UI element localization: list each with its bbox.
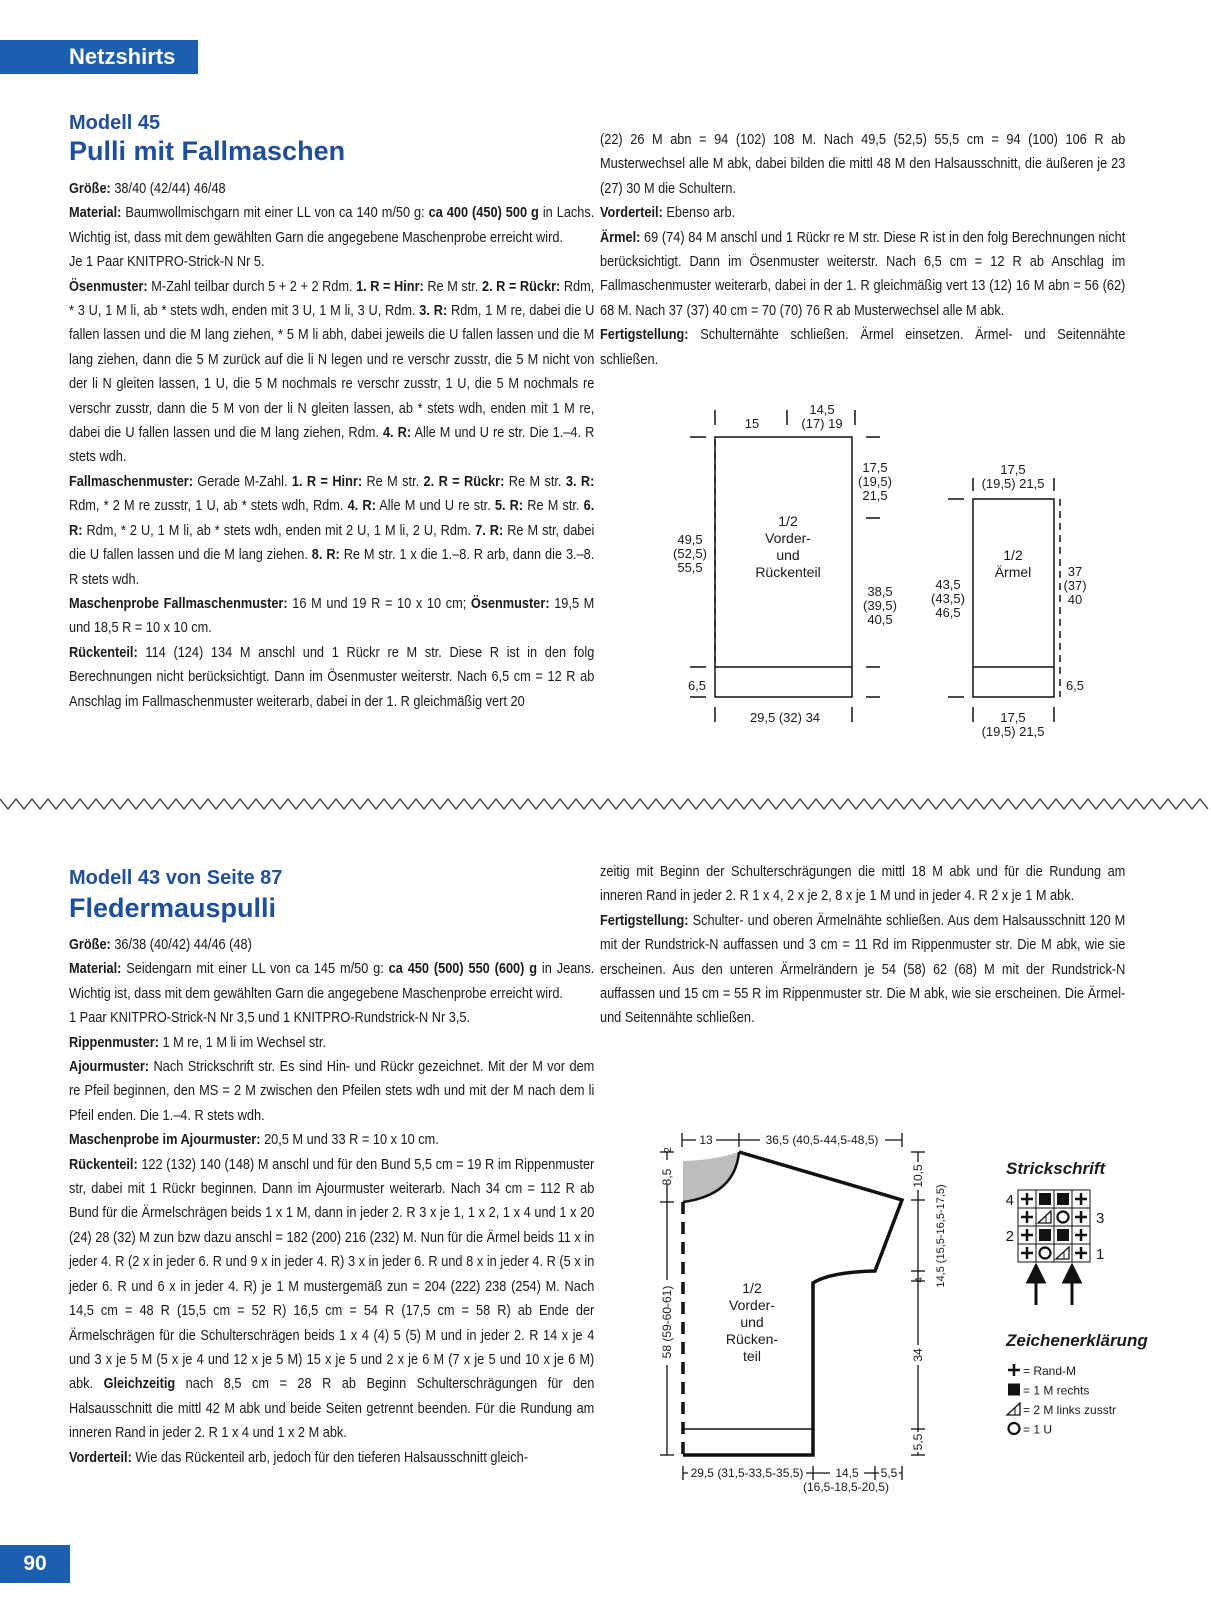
text-run: (22) 26 M abn = 94 (102) 108 M. Nach 49,5 (52,5) 55,5 cm = 94 (100) 106 R ab Musterwechsel alle M abk, dabei bilden die mittl 48 M den Halsausschnitt, die äußeren je 23 (27) 30 M die Schultern. xyxy=(600,131,1126,197)
schematic-model-45 xyxy=(640,390,1160,740)
text-run: nach 8,5 cm = 28 R ab Beginn Schulterschrägungen für den Halsausschnitt die mittl 42 M abk und beide Seiten getrennt beenden. Für die Rundung am inneren Rand in jeder 2. R 1 x 4 und 1 x 2 M abk. xyxy=(69,1375,595,1442)
dim-label: 2 xyxy=(663,1147,674,1153)
text-run: 38/40 (42/44) 46/48 xyxy=(110,180,226,197)
bold-label: 2. R = Rückr: xyxy=(481,277,561,295)
dim-label: 5,5 xyxy=(911,1433,925,1451)
bold-label: 2. R = Rückr: xyxy=(423,472,505,490)
arrow-up-icon xyxy=(1064,1266,1080,1282)
dim-label: 4 xyxy=(914,1277,925,1283)
square-icon xyxy=(1057,1193,1069,1205)
text-run: in Jeans. Wichtig ist, dass mit dem gewählten Garn die angegebene Maschenprobe erreicht wird. xyxy=(69,960,595,1002)
square-icon xyxy=(1057,1229,1069,1241)
piece-label: und xyxy=(740,1314,764,1330)
dim-label: 29,5 (32) 34 xyxy=(749,710,821,725)
paragraph xyxy=(69,1153,594,1446)
text-run: in Lachs. Wichtig ist, dass mit dem gewählten Garn die angegebene Maschenprobe erreicht wird. xyxy=(69,204,595,246)
paragraph xyxy=(600,128,1125,201)
bold-label: Größe: xyxy=(69,180,111,197)
bold-label: ca 450 (500) 550 (600) g xyxy=(388,960,538,978)
bold-label: ca 400 (450) 500 g xyxy=(428,204,539,222)
triangle-icon xyxy=(1007,1403,1020,1415)
text-run: Nach Strickschrift str. Es sind Hin- und Rückr gezeichnet. Mit der M vor dem re Pfeil beginnen, den MS = 2 M zwischen den Pfeilen stets wdh und mit der M nach dem li Pfeil enden. Die 1.–4. R stets wdh. xyxy=(69,1058,595,1124)
circle-icon xyxy=(1040,1248,1051,1259)
dim-label: 34 xyxy=(911,1348,925,1362)
page-number: 90 xyxy=(0,1545,70,1583)
stitch-chart xyxy=(990,1150,1170,1440)
text-run: 19,5 M und 18,5 R = 10 x 10 cm. xyxy=(69,594,595,637)
section-header: Netzshirts xyxy=(0,40,198,74)
triangle-icon xyxy=(1056,1247,1069,1259)
text-run: 36/38 (40/42) 44/46 (48) xyxy=(110,936,252,953)
plus-icon xyxy=(1021,1247,1033,1259)
bold-label: Maschenprobe Fallmaschenmuster: xyxy=(69,594,288,612)
legend-text: = 1 U xyxy=(1023,1422,1053,1437)
pattern-title: Pulli mit Fallmaschen xyxy=(69,136,346,166)
bold-label: 3. R: xyxy=(419,302,448,320)
bold-label: Fertigstellung: xyxy=(600,326,689,344)
dim-label: 14,5 xyxy=(835,1466,859,1480)
dim-label: (39,5) xyxy=(863,598,897,613)
triangle-icon xyxy=(1038,1211,1051,1223)
bold-label: Ärmel: xyxy=(600,228,641,246)
dim-label: 55,5 xyxy=(677,560,703,575)
paragraph xyxy=(69,1055,594,1128)
dim-label: 13 xyxy=(699,1133,713,1147)
text-run: M-Zahl teilbar durch 5 + 2 + 2 Rdm. xyxy=(147,277,357,295)
model-number: Modell 43 von Seite 87 xyxy=(69,867,283,889)
paragraph xyxy=(600,909,1125,1031)
plus-icon xyxy=(1075,1247,1087,1259)
text-column xyxy=(600,860,1125,1031)
piece-label: Vorder- xyxy=(729,1297,775,1313)
paragraph xyxy=(69,201,594,250)
bold-label: Rippenmuster: xyxy=(69,1033,159,1051)
bold-label: 3. R: xyxy=(565,472,595,490)
legend-text: = 1 M rechts xyxy=(1023,1383,1090,1398)
piece-label: 1/2 xyxy=(742,1280,762,1296)
dim-label: (17) 19 xyxy=(801,416,843,431)
bold-label: Gleichzeitig xyxy=(103,1375,176,1393)
dim-label: 14,5 xyxy=(809,402,835,417)
paragraph xyxy=(600,323,1125,372)
piece-label: 1/2 xyxy=(1003,547,1023,563)
legend-text: = Rand-M xyxy=(1023,1364,1077,1378)
text-column xyxy=(600,128,1125,372)
text-run: Re M str. xyxy=(523,497,584,515)
dim-label: 14,5 (15,5-16,5-17,5) xyxy=(935,1184,947,1288)
text-run: 16 M und 19 R = 10 x 10 cm; xyxy=(287,594,471,612)
paragraph xyxy=(69,957,594,1006)
row-number: 3 xyxy=(1096,1210,1105,1227)
text-run: 20,5 M und 33 R = 10 x 10 cm. xyxy=(260,1131,439,1149)
bold-label: 4. R: xyxy=(347,497,376,515)
text-run: Schulternähte schließen. Ärmel einsetzen. Ärmel- und Seitennähte schließen. xyxy=(600,326,1126,368)
bold-label: 1. R = Hinr: xyxy=(291,472,363,490)
paragraph xyxy=(69,933,594,957)
text-run: Alle M und U re str. Die 1.–4. R stets wdh. xyxy=(69,424,595,466)
plus-icon xyxy=(1075,1211,1087,1223)
paragraph xyxy=(600,860,1125,909)
bold-label: Material: xyxy=(69,204,122,222)
bold-label: Ösenmuster: xyxy=(470,594,550,612)
text-run: Seidengarn mit einer LL von ca 145 m/50 g: xyxy=(121,960,389,978)
circle-icon xyxy=(1009,1423,1020,1434)
plus-icon xyxy=(1008,1364,1020,1376)
bold-label: Fertigstellung: xyxy=(600,911,689,929)
dim-label: 49,5 xyxy=(677,532,703,547)
dim-label: 58 (59-60-61) xyxy=(660,1285,674,1359)
dim-label: 6,5 xyxy=(1065,678,1085,693)
bold-label: 7. R: xyxy=(475,521,504,539)
dim-label: (19,5) 21,5 xyxy=(981,476,1045,491)
dim-label: (16,5-18,5-20,5) xyxy=(802,1480,890,1494)
dim-label: 10,5 xyxy=(911,1164,925,1188)
text-run: Gerade M-Zahl. xyxy=(193,472,292,490)
pattern-title: Fledermauspulli xyxy=(69,893,277,923)
bold-label: 6. R: xyxy=(69,497,595,539)
text-run: Baumwollmischgarn mit einer LL von ca 140 m/50 g: xyxy=(121,204,429,222)
piece-label: Ärmel xyxy=(994,564,1032,580)
dim-label: (52,5) xyxy=(673,546,707,561)
dim-label: 6,5 xyxy=(687,678,707,693)
piece-label: und xyxy=(776,547,800,563)
paragraph xyxy=(69,641,594,714)
dim-label: 46,5 xyxy=(935,605,961,620)
dim-label: 8,5 xyxy=(660,1168,674,1186)
text-run: Rdm, * 2 M re zusstr, 1 U, ab * stets wdh, Rdm. xyxy=(69,497,348,515)
text-run: Re M str, dabei die U fallen lassen und die M lang ziehen. xyxy=(69,521,595,564)
dim-label: 43,5 xyxy=(935,577,961,592)
text-run: Re M str. xyxy=(504,472,566,490)
text-run: Wie das Rückenteil arb, jedoch für den tieferen Halsausschnitt gleich- xyxy=(131,1448,528,1466)
plus-icon xyxy=(1075,1229,1087,1241)
plus-icon xyxy=(1021,1229,1033,1241)
bold-label: Rückenteil: xyxy=(69,643,138,661)
paragraph xyxy=(69,250,594,274)
paragraph xyxy=(69,1446,594,1470)
dim-label: 29,5 (31,5-33,5-35,5) xyxy=(690,1466,804,1480)
paragraph xyxy=(69,470,594,592)
dim-label: 21,5 xyxy=(862,488,888,503)
bold-label: Ösenmuster: xyxy=(69,277,148,295)
bold-label: Ajourmuster: xyxy=(69,1058,150,1076)
legend-title: Zeichenerklärung xyxy=(1006,1331,1148,1350)
dim-label: 15 xyxy=(744,416,760,431)
bold-label: 1. R = Hinr: xyxy=(356,277,424,295)
dim-label: 36,5 (40,5-44,5-48,5) xyxy=(765,1133,879,1147)
row-number: 2 xyxy=(1005,1228,1014,1245)
bold-label: 5. R: xyxy=(494,497,524,515)
paragraph xyxy=(69,1031,594,1055)
text-run: Je 1 Paar KNITPRO-Strick-N Nr 5. xyxy=(69,253,265,271)
piece-label: Vorder- xyxy=(765,530,811,546)
text-run: 69 (74) 84 M anschl und 1 Rückr re M str. Diese R ist in den folg Berechnungen nicht berücksichtigt. Dann im Ösenmuster weiterstr. Nach 6,5 cm = 12 R ab Anschlag im Fallmaschenmuster weiterarb, dabei in der 1. R gleichmäßig vert 13 (12) 16 M abn = 56 (62) 68 M. Nach 37 (37) 40 cm = 70 (70) 76 R ab Musterwechsel alle M abk. xyxy=(600,228,1126,319)
text-run: Ebenso arb. xyxy=(662,204,736,222)
dim-label: 17,5 xyxy=(862,460,888,475)
paragraph xyxy=(69,592,594,641)
plus-icon xyxy=(1075,1193,1087,1205)
paragraph xyxy=(69,177,594,201)
square-icon xyxy=(1008,1384,1020,1396)
text-run: Rdm, * 3 U, 1 M li, ab * stets wdh, enden mit 3 U, 1 M li, 3 U, Rdm. xyxy=(69,277,595,320)
text-run: 1 Paar KNITPRO-Strick-N Nr 3,5 und 1 KNITPRO-Rundstrick-N Nr 3,5. xyxy=(69,1009,471,1027)
text-run: 1 M re, 1 M li im Wechsel str. xyxy=(158,1033,326,1051)
text-run: Re M str. 1 x die 1.–8. R arb, dann die 3.–8. R stets wdh. xyxy=(69,546,595,588)
bold-label: Rückenteil: xyxy=(69,1155,138,1173)
row-number: 1 xyxy=(1096,1246,1105,1263)
text-run: 114 (124) 134 M anschl und 1 Rückr re M str. Diese R ist in den folg Berechnungen nicht berücksichtigt. Dann im Ösenmuster weiterstr. Nach 6,5 cm = 12 R ab Anschlag im Fallmaschenmuster weiterarb, dabei in der 1. R gleichmäßig vert 20 xyxy=(69,643,595,710)
text-run: Rdm, 1 M re, dabei die U fallen lassen und die M lang ziehen, * 5 M li abh, dabei jeweils die U fallen lassen und die M lang ziehen, dann die 5 M zurück auf die li N legen und re verschr zusstr, die 5 M nicht von der li N gleiten lassen, 1 U, die 5 M nochmals re verschr zusstr, 1 U, die 5 M nochmals re verschr zusstr, dann die 5 M von der li N gleiten lassen, ab * stets wdh, enden mit 1 M re, dabei die U fallen lassen und die M lang ziehen, Rdm. xyxy=(69,302,595,442)
zigzag-divider xyxy=(0,795,1211,815)
bold-label: Vorderteil: xyxy=(69,1448,132,1466)
piece-label: Rücken- xyxy=(725,1331,779,1347)
chart-title: Strickschrift xyxy=(1006,1159,1106,1178)
square-icon xyxy=(1039,1193,1051,1205)
schematic-model-43 xyxy=(640,1120,960,1500)
arrow-up-icon xyxy=(1028,1266,1044,1282)
dim-label: 17,5 xyxy=(1000,710,1026,725)
dim-label: 5,5 xyxy=(880,1466,898,1480)
body-outline xyxy=(683,1152,902,1455)
plus-icon xyxy=(1021,1193,1033,1205)
bold-label: Material: xyxy=(69,960,122,978)
dim-label: (19,5) 21,5 xyxy=(981,724,1045,739)
text-column xyxy=(69,933,594,1470)
text-run: zeitig mit Beginn der Schulterschrägungen die mittl 18 M abk und für die Rundung am inneren Rand in jeder 2. R 1 x 4, 2 x je 2, 8 x je 1 M und in jeder 4. R 2 x je 1 M abk. xyxy=(600,863,1126,905)
plus-icon xyxy=(1021,1211,1033,1223)
paragraph xyxy=(69,1128,594,1152)
paragraph xyxy=(69,275,594,470)
piece-label: Rückenteil xyxy=(755,564,821,580)
bold-label: Vorderteil: xyxy=(600,204,663,222)
circle-icon xyxy=(1058,1212,1069,1223)
bold-label: Größe: xyxy=(69,936,111,953)
text-run: Alle M und U re str. xyxy=(375,497,495,515)
dim-label: (37) xyxy=(1063,578,1087,593)
dim-label: 17,5 xyxy=(1000,462,1026,477)
row-number: 4 xyxy=(1005,1192,1014,1209)
dim-label: (19,5) xyxy=(858,474,892,489)
paragraph xyxy=(600,226,1125,324)
text-run: 122 (132) 140 (148) M anschl und für den Bund 5,5 cm = 19 R im Rippenmuster str, dabei mit 1 Rückr beginnen. Dann im Ajourmuster weiterarb. Nach 34 cm = 112 R ab Bund für die Ärmelschrägen beids 1 x 1 M, dann in jeder 2. R 3 x je 1, 1 x 2, 1 x 4 und 1 x 20 (24) 28 (32) M zun bzw dazu anschl = 182 (200) 216 (232) M. Nun für die Ärmel beids 11 x in jeder 4. R (2 x in jeder 6. R und 9 x in jeder 4. R) 3 x in jeder 6. R und 8 x in jeder 4. R (5 x in jeder 6. R und 6 x in jeder 4. R) je 1 M mustergemäß zun = 204 (222) 238 (254) M. Nach 14,5 cm = 48 R (15,5 cm = 52 R) 16,5 cm = 54 R (17,5 cm = 58 R) ab Ende der Ärmelschrägen für die Schulterschrägen beids 1 x 4 (4) 5 (5) M und in jeder 2. R 14 x je 4 und 3 x je 5 M (5 x je 4 und 12 x je 5 M) 15 x je 5 und 2 x je 6 M (7 x je 5 und 10 x je 6 M) abk. xyxy=(69,1155,595,1393)
text-column xyxy=(69,177,594,714)
dim-label: 38,5 xyxy=(867,584,893,599)
text-run: Re M str. xyxy=(423,277,482,295)
text-run: Schulter- und oberen Ärmelnähte schließen. Aus dem Halsausschnitt 120 M mit der Rundstrick-N auffassen und 3 cm = 11 Rd im Rippenmuster str. Die M abk, wie sie erscheinen. Aus den unteren Ärmelrändern je 54 (58) 62 (68) M mit der Rundstrick-N auffassen und 15 cm = 55 R im Rippenmuster str. Die M abk, wie sie erscheinen. Die Ärmel- und Seitennähte schließen. xyxy=(600,911,1126,1027)
piece-label: teil xyxy=(743,1348,761,1364)
model-number: Modell 45 xyxy=(69,112,161,134)
paragraph xyxy=(69,1006,594,1030)
bold-label: 4. R: xyxy=(382,424,412,442)
text-run: Rdm, * 2 U, 1 M li, ab * stets wdh, enden mit 2 U, 1 M li, 2 U, Rdm. xyxy=(82,521,476,539)
dim-label: 40 xyxy=(1067,592,1083,607)
dim-label: 40,5 xyxy=(867,612,893,627)
legend-text: = 2 M links zusstr xyxy=(1023,1403,1117,1417)
bold-label: 8. R: xyxy=(311,546,340,564)
text-run: Re M str. xyxy=(362,472,424,490)
dim-label: 37 xyxy=(1067,564,1083,579)
bold-label: Maschenprobe im Ajourmuster: xyxy=(69,1131,261,1149)
piece-label: 1/2 xyxy=(778,513,798,529)
bold-label: Fallmaschenmuster: xyxy=(69,472,194,490)
paragraph xyxy=(600,201,1125,225)
dim-label: (43,5) xyxy=(931,591,965,606)
square-icon xyxy=(1039,1229,1051,1241)
